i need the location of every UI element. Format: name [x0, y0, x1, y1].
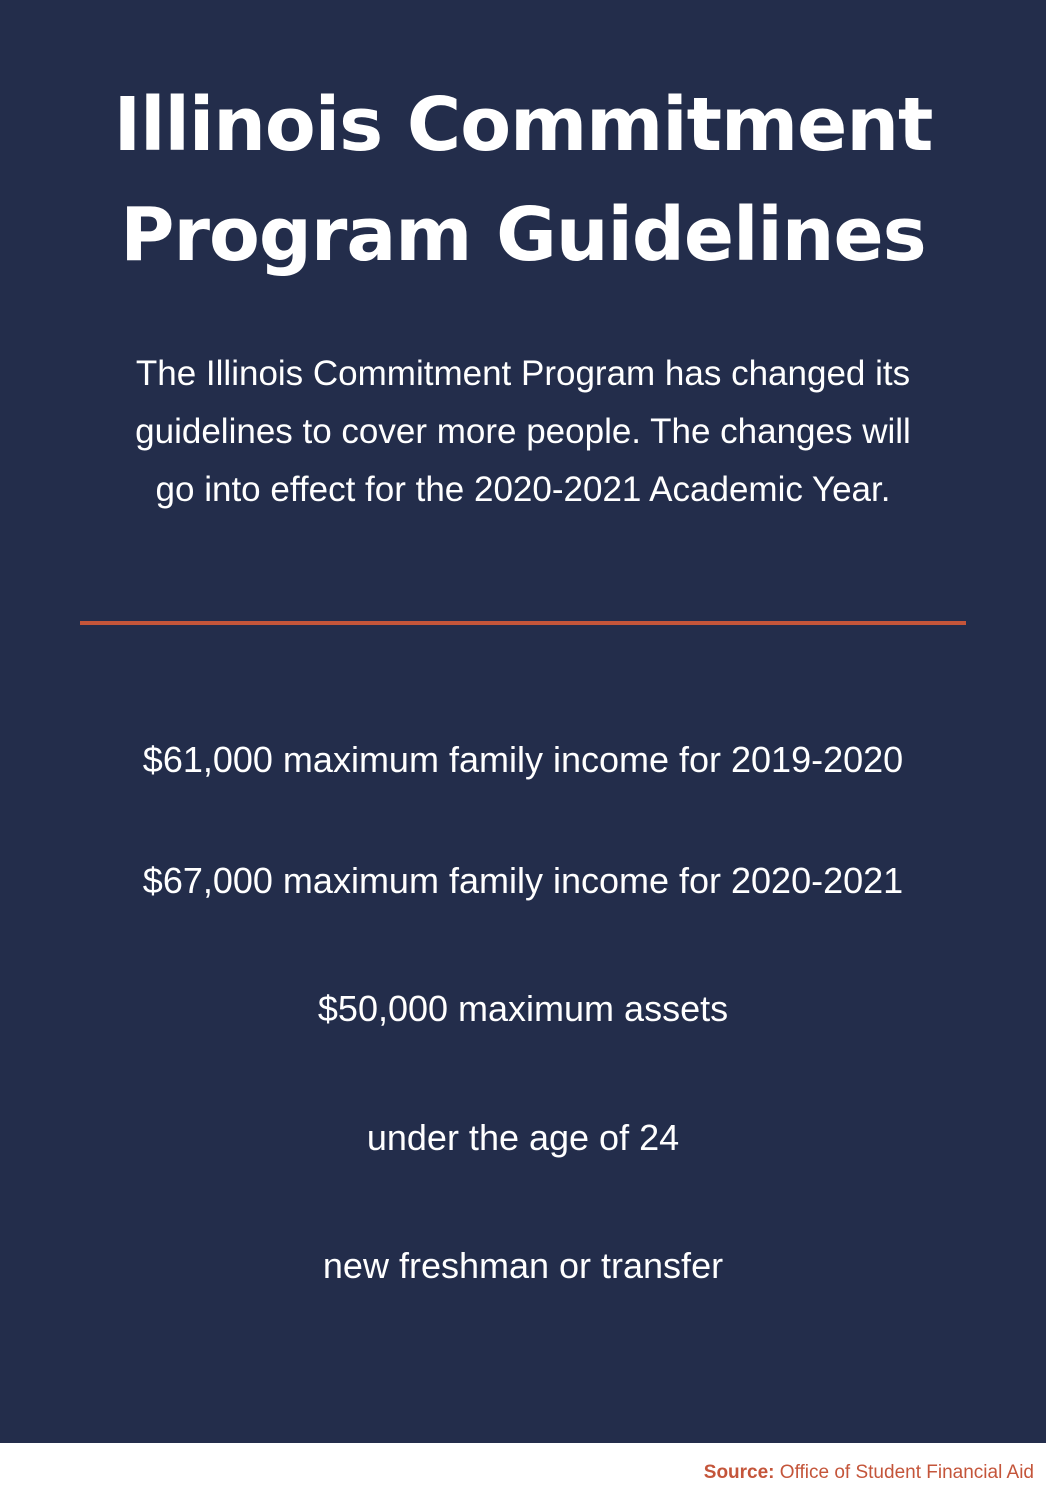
- title-line-2: Program Guidelines: [120, 192, 926, 278]
- guideline-income-2020-2021: $67,000 maximum family income for 2020-2021: [142, 860, 904, 901]
- guideline-student-status: new freshman or transfer: [322, 1245, 724, 1286]
- section-divider: [80, 621, 966, 625]
- page-title: [0, 70, 1046, 290]
- guideline-maximum-assets: $50,000 maximum assets: [317, 988, 729, 1029]
- source-label: Source:: [703, 1462, 775, 1483]
- source-text: Office of Student Financial Aid: [779, 1462, 1034, 1483]
- intro-text: The Illinois Commitment Program has changed its guidelines to cover more people. The changes will go into effect for the 2020-2021 Academic Year.: [135, 354, 911, 509]
- source-credit: [704, 1461, 1034, 1485]
- guideline-age: under the age of 24: [366, 1117, 680, 1158]
- guideline-income-2019-2020: $61,000 maximum family income for 2019-2020: [142, 739, 904, 780]
- title-line-1: Illinois Commitment: [113, 82, 933, 168]
